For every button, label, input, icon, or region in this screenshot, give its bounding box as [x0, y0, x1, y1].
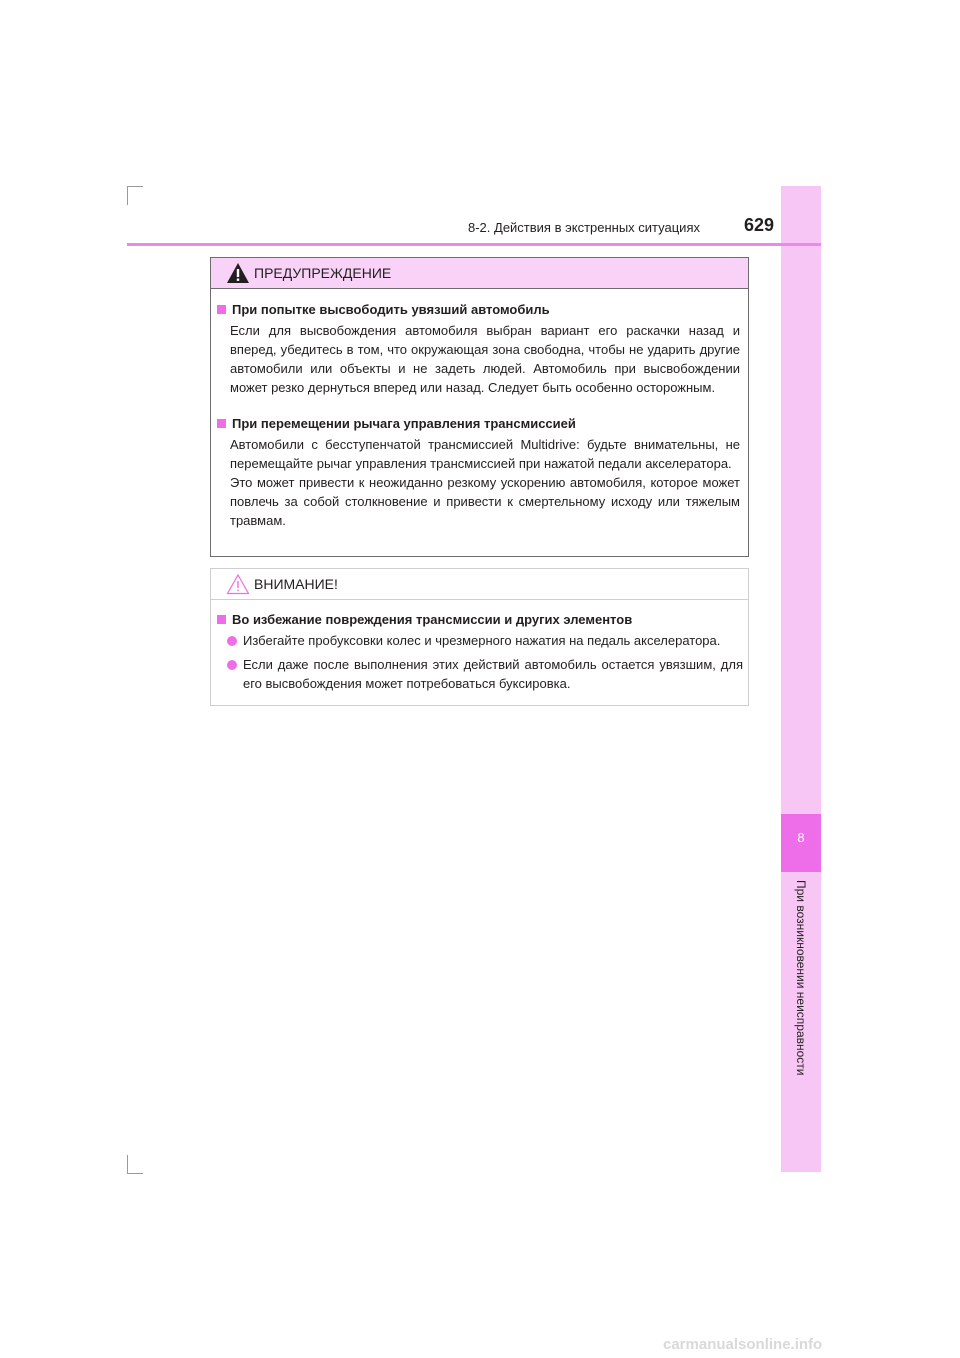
warning-item-title	[217, 416, 576, 431]
square-bullet-icon	[217, 305, 226, 314]
circle-bullet-icon	[227, 660, 237, 670]
item-title-text: Во избежание повреждения трансмиссии и других элементов	[232, 612, 633, 627]
warning-item-body	[230, 321, 740, 397]
list-item	[227, 655, 743, 693]
caution-triangle-icon	[226, 573, 250, 595]
caution-item-title	[217, 612, 632, 627]
crop-mark	[127, 186, 143, 187]
chapter-title: При возникновении неисправности	[794, 880, 808, 1076]
header-rule	[127, 243, 821, 246]
square-bullet-icon	[217, 615, 226, 624]
list-item	[227, 631, 743, 650]
chapter-number: 8	[797, 830, 805, 845]
warning-header	[211, 258, 748, 289]
item-title-text: При попытке высвободить увязший автомобиль	[232, 302, 550, 317]
crop-mark	[127, 186, 128, 205]
watermark: carmanualsonline.info	[663, 1336, 823, 1353]
paragraph: Автомобили с бесступенчатой трансмиссией Multidrive: будьте внимательны, не перемещайте рычаг управления трансмиссией при нажатой педали акселератора.	[230, 437, 740, 471]
crop-mark	[127, 1173, 143, 1174]
caution-header	[211, 569, 748, 600]
crop-mark	[127, 1155, 128, 1174]
section-title: 8-2. Действия в экстренных ситуациях	[468, 220, 700, 235]
warning-box	[210, 257, 749, 557]
square-bullet-icon	[217, 419, 226, 428]
caution-title: ВНИМАНИЕ!	[254, 576, 338, 592]
warning-item-title	[217, 302, 550, 317]
page-number: 629	[744, 215, 775, 235]
caution-box	[210, 568, 749, 706]
paragraph: Если для высвобождения автомобиля выбран вариант его раскачки назад и вперед, убедитесь в том, что окружающая зона свободна, чтобы не ударить другие автомобили или объекты и не задеть людей. Автомобиль при высвобождении может резко дернуться вперед или назад. Следует быть особенно осторожным.	[230, 323, 740, 395]
bullet-text: Если даже после выполнения этих действий автомобиль остается увязшим, для его высвобождения может потребоваться буксировка.	[243, 657, 743, 691]
warning-title: ПРЕДУПРЕЖДЕНИЕ	[254, 265, 392, 281]
warning-triangle-icon	[226, 262, 250, 284]
circle-bullet-icon	[227, 636, 237, 646]
item-title-text: При перемещении рычага управления трансмиссией	[232, 416, 576, 431]
warning-item-body	[230, 435, 740, 530]
bullet-text: Избегайте пробуксовки колес и чрезмерного нажатия на педаль акселератора.	[243, 633, 721, 648]
paragraph: Это может привести к неожиданно резкому ускорению автомобиля, которое может повлечь за собой столкновение и привести к смертельному исходу или тяжелым травмам.	[230, 475, 740, 528]
